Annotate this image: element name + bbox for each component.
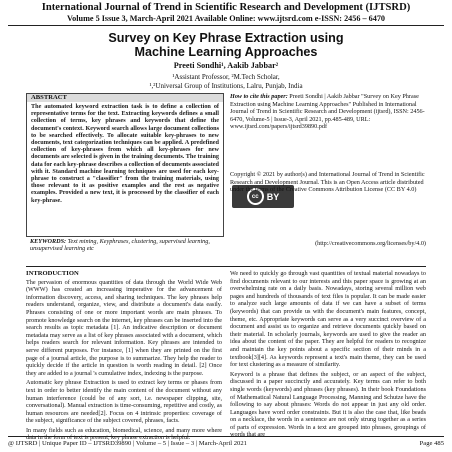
introduction-heading: INTRODUCTION [26, 270, 79, 277]
page-footer [8, 440, 444, 448]
abstract-text: The automated keyword extraction task is to define a collection of representative terms for the text. Extracting keywords defines a small collection of terms, key phrases and keywords that define the document's context. Keyword search allows large document collections to be searched effectively. To allocate suitable key-phrases to new documents, text categorization techniques can be applied. A predefined collection of key-phrases from which all key-phrases for new documents are selected is given in the training documents. The training data for each key-phrase describes a collection of documents associated with it. Standard machine learning techniques are used for each key-phrase to construct a "classifier" from the training materials, using those relevant to it as positive examples and the rest as negative examples. Provided a new text, it is processed by the classifier of each key-phrase. [31, 103, 219, 204]
footer-rule [8, 436, 444, 437]
right-paragraph-2: Keyword is a phrase that defines the subject, or an aspect of the subject, discussed in a paper succinctly and accurately. Key terms can refer to both single words (keywords) and phrases (key phrases). In their book Foundations of Mathematical Natural Language Processing, Manning and Schutze have the following to say about phrases: Words do not appear in just any old order. Languages have word order constraints. But it is also the case that, like beads on a necklace, the words in a sentence are not only strung together as a series of parts of expression. Words in a text are grouped into phrases, groupings of words that are [230, 370, 426, 439]
copyright-text: Copyright © 2021 by author(s) and International Journal of Trend in Scientific Research and Development Journal. This is an Open Access article distributed under the terms of the Creative Commons Attribution License (CC BY 4.0) [230, 171, 425, 194]
authors: Preeti Sondhi¹, Aakib Jabbar² [173, 61, 279, 70]
cc-logo-text: BY [266, 191, 280, 202]
header-rule [8, 25, 444, 26]
license-link[interactable]: (http://creativecommons.org/licenses/by/4.0) [315, 240, 426, 247]
citation-label: How to cite this paper: [230, 93, 288, 100]
keywords [30, 238, 222, 252]
keywords-label: KEYWORDS: [30, 238, 67, 245]
abstract-heading: ABSTRACT [27, 94, 223, 102]
footer-citation: @ IJTSRD | Unique Paper ID – IJTSRD39890 | Volume – 5 | Issue – 3 | March-April 2021 [8, 440, 247, 447]
intro-paragraph-3: In many fields such as education, biomedical, science, and many more where data in the form of text is present, key phrase extraction is helpful. [26, 426, 222, 442]
right-column [230, 270, 426, 441]
citation-block [230, 93, 426, 131]
intro-paragraph-2: Automatic key phrase Extraction is used to extract key terms or phases from text in order to better identify the main content of the document without any human interference (could be of any sort, i.e. newspaper clipping, site, conversational). Manual extraction is time-consuming, repetitive and costly, as human resources are needed[2]. Focus on 4 intrinsic properties: coverage of the subject, significance of the subject covered, phrases, facts. [26, 379, 222, 425]
affiliation-line-1: ¹Assistant Professor, ²M.Tech Scholar, [172, 73, 280, 81]
keywords-text: Text mining, Keyphrases, clustering, supervised learning, unsupervised learning etc [30, 238, 210, 253]
section-rule [26, 266, 426, 267]
affiliations [40, 73, 412, 90]
paper-title [40, 31, 412, 59]
journal-meta: Volume 5 Issue 3, March-April 2021 Available Online: www.ijtsrd.com e-ISSN: 2456 – 6470 [66, 14, 386, 23]
journal-title: International Journal of Trend in Scientific Research and Development (IJTSRD) [41, 2, 411, 13]
intro-paragraph-1: The pervasion of enormous quantities of data through the World Wide Web (WWW) has created an increasing imperative for the advancement of information discovery, access, and sharing techniques. The key phrases help readers understand, organize, view, and distribute a document's data easily. Phrases consisting of one or more important words are main phrases. To promote knowledge search on the internet, key phrases can be inserted into the search results as topic metadata [1]. An indicative description or document metadata may serve as a list of key phrases associated with a document, which helps readers search for relevant information. Key phrases are intended to serve different purposes. For instance, [1] when they are printed on the first page of a journal article, the purpose is to summarize. They help the reader to quickly decide if the article in question is worth reading in detail. [2] Once they are added to a journal 's cumulative index, indexing is the purpose. [26, 278, 222, 377]
page-number: Page 485 [419, 440, 444, 447]
creative-commons-icon: cc [247, 188, 264, 205]
abstract-box [26, 93, 224, 237]
paper-title-line-2: Machine Learning Approaches [134, 45, 318, 59]
right-paragraph-1: We need to quickly go through vast quantities of textual material nowadays to find documents relevant to our interests and this paper space is growing at an overwhelming rate on a daily basis. Nowadays, storing several million web pages and hundreds of thousands of text files is popular. It can be made easier to analyze such large amounts of data if we can have a subset of terms (keywords) that can provide us with the document's main features, concept, theme, etc. Appropriate keywords can serve as a very succinct overview of a document and assist us to organize and retrieve documents quickly based on their material. In scholarly journals, keywords are used to give the reader an idea about the content of the paper. They are helpful for readers to recognize and maintain the key points about a specific section of their minds in a textbook[3][4]. As keywords represent a text's main theme, they can be used for text clustering as a measure of similarity. [230, 270, 426, 369]
paper-title-line-1: Survey on Key Phrase Extraction using [108, 31, 344, 45]
citation-text: Preeti Sondhi | Aakib Jabbar "Survey on Key Phrase Extraction using Machine Learning Approaches" Published in International Journal of Trend in Scientific Research and Development (ijtsrd), ISSN: 2456-6470, Volume-5 | Issue-3, April 2021, pp.485-489, URL: www.ijtsrd.com/papers/ijtsrd39890.pdf [230, 93, 425, 131]
left-column [26, 270, 222, 444]
affiliation-line-2: ¹,²Universal Group of Institutions, Lalru, Punjab, India [149, 81, 303, 90]
